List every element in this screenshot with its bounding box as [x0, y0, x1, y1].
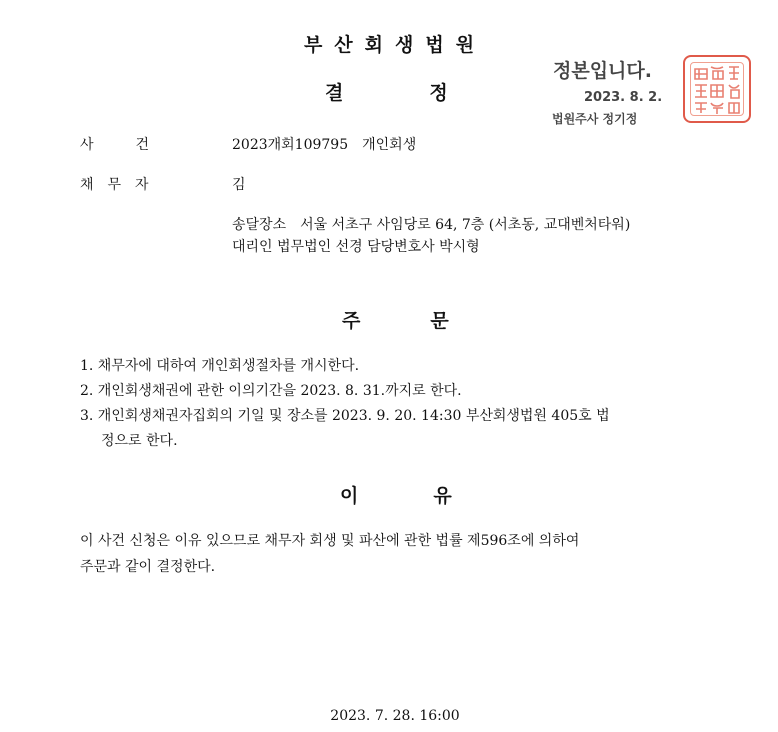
- service-address: 송달장소 서울 서초구 사임당로 64, 7층 (서초동, 교대벤처타워): [232, 217, 631, 233]
- reason-heading-left: 이: [340, 485, 359, 507]
- document-title-left: 결: [325, 82, 344, 104]
- legal-agent: 대리인 법무법인 선경 담당변호사 박시형: [232, 239, 480, 255]
- order-heading-left: 주: [342, 310, 361, 332]
- debtor-name: 김: [232, 177, 246, 193]
- certified-copy-text: 정본입니다.: [553, 60, 652, 82]
- reason-heading: [340, 481, 452, 508]
- court-seal-stamp: [683, 55, 751, 123]
- document-title-right: 정: [429, 82, 448, 104]
- order-heading-right: 문: [430, 310, 449, 332]
- case-label: 사 건: [80, 137, 150, 153]
- case-number: 2023개회109795 개인회생: [232, 137, 417, 153]
- reason-line-1: 이 사건 신청은 이유 있으므로 채무자 회생 및 파산에 관한 법률 제596조에 의하여: [80, 533, 580, 549]
- reason-heading-right: 유: [433, 485, 452, 507]
- certified-copy-date: 2023. 8. 2.: [584, 90, 663, 105]
- order-heading: [342, 306, 449, 333]
- order-item-2: 2. 개인회생채권에 관한 이의기간을 2023. 8. 31.까지로 한다.: [80, 383, 462, 399]
- court-name: 부산회생법원: [303, 34, 487, 56]
- reason-line-2: 주문과 같이 결정한다.: [80, 559, 216, 575]
- document-title: [325, 78, 448, 105]
- debtor-label: 채 무 자: [80, 177, 149, 193]
- decision-date: 2023. 7. 28. 16:00: [330, 708, 460, 724]
- order-item-3-continued: 정으로 한다.: [101, 433, 178, 449]
- certified-copy-clerk: 법원주사 정기정: [552, 112, 638, 126]
- order-item-3: 3. 개인회생채권자집회의 기일 및 장소를 2023. 9. 20. 14:30 부산회생법원 405호 법: [80, 408, 610, 424]
- order-item-1: 1. 채무자에 대하여 개인회생절차를 개시한다.: [80, 358, 360, 374]
